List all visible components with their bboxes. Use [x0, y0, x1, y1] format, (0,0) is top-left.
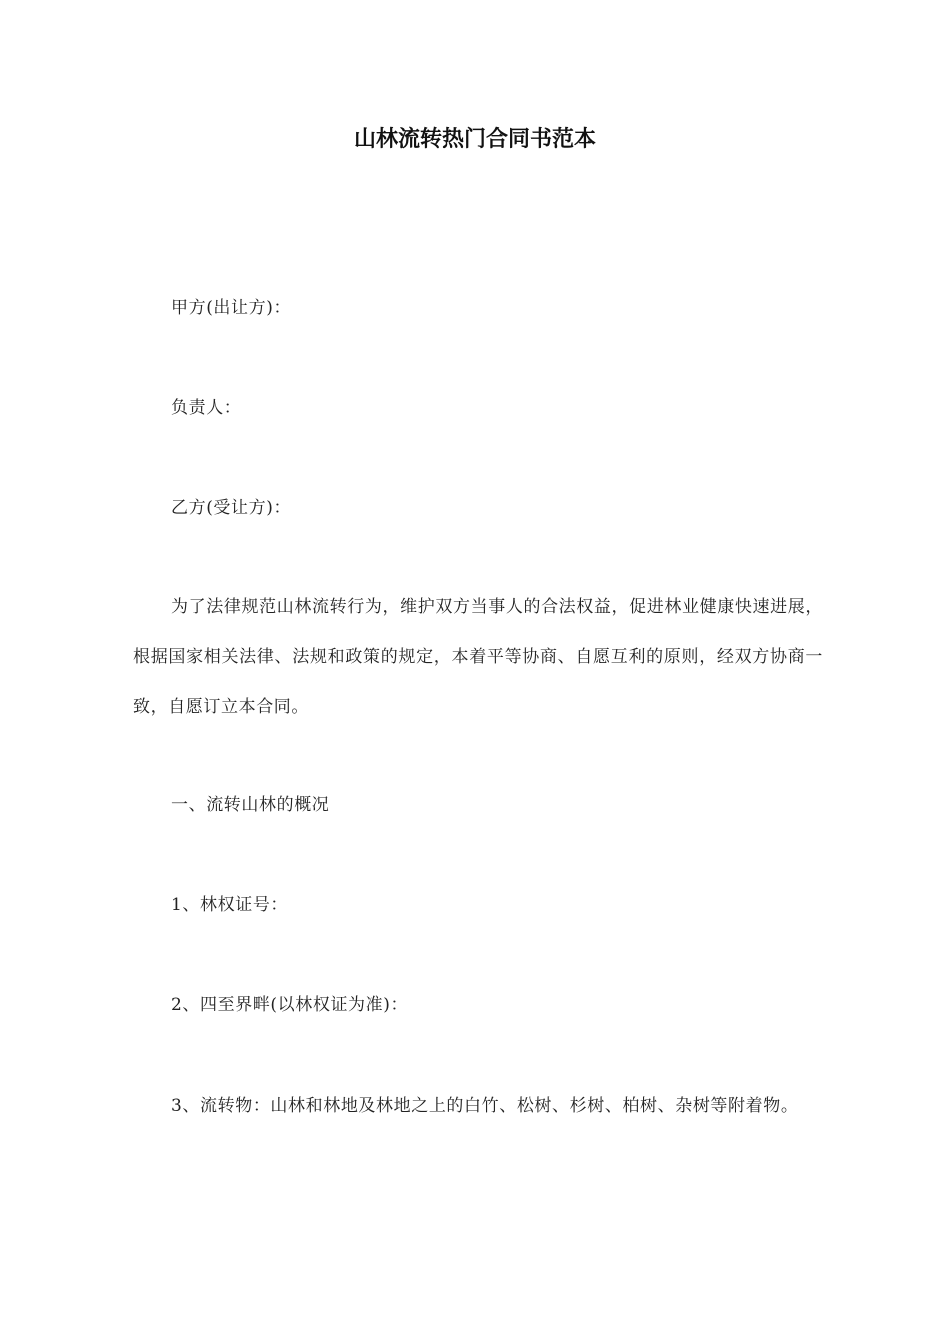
clause-boundaries: 2、四至界畔(以林权证为准)：: [171, 995, 409, 1015]
responsible-person-line: 负责人：: [171, 398, 242, 418]
party-a-line: 甲方(出让方)：: [171, 298, 292, 318]
clause-forest-cert-number: 1、林权证号：: [171, 895, 289, 915]
preamble-paragraph: 为了法律规范山林流转行为，维护双方当事人的合法权益，促进林业健康快速进展，根据国家相关法律、法规和政策的规定，本着平等协商、自愿互利的原则，经双方协商一致，自愿订立本合同。: [133, 597, 823, 717]
section-heading-overview: 一、流转山林的概况: [171, 795, 330, 815]
document-title: 山林流转热门合同书范本: [353, 127, 596, 152]
clause-transfer-object: 3、流转物：山林和林地及林地之上的白竹、松树、杉树、柏树、杂树等附着物。: [171, 1096, 799, 1116]
party-b-line: 乙方(受让方)：: [171, 498, 292, 518]
